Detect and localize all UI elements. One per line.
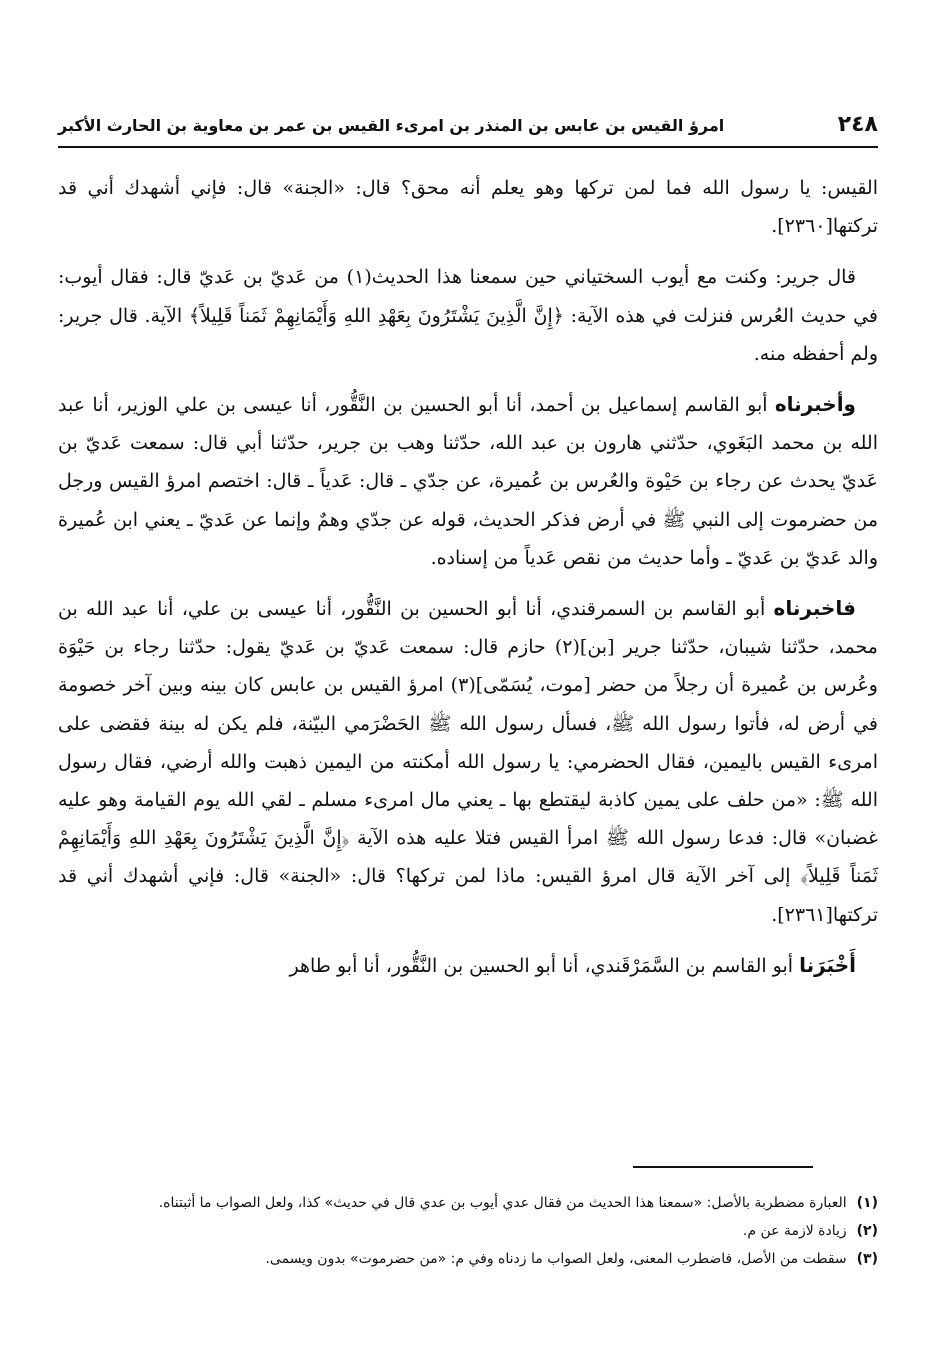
paragraph-lead: وأخبرناه [774,392,856,417]
paragraph-text: أبو القاسم إسماعيل بن أحمد، أنا أبو الحسين بن النَّقُّور، أنا عيسى بن علي الوزير، أنا عبد الله بن محمد البَغَوي، حدّثني هارون بن عبد الله، حدّثنا وهب بن جرير، حدّثنا أبي قال: سمعت عَديّ بن عَديّ يحدث عن رجاء بن حَيْوة والعُرس بن عُميرة، عن جدّي ـ قال: عَدياً ـ قال: اختصم امرؤ القيس ورجل من حضرموت إلى النبي ﷺ في أرض فذكر الحديث، قوله عن جدّي وهمٌ وإنما عن عَديّ ـ يعني ابن عُميرة والد عَديّ بن عَديّ ـ وأما حديث من نقص عَدياً من إسناده. [58,394,878,569]
page-header [58,106,878,148]
footnotes [58,1190,878,1274]
paragraph-lead: فاخبرناه [773,596,856,621]
paragraph-text: أبو القاسم بن السمرقندي، أنا أبو الحسين بن النَّقُّور، أنا عيسى بن علي، أنا عبد الله بن محمد، حدّثنا شيبان، حدّثنا جرير [بن](٢) حازم قال: سمعت عَديّ بن عَديّ يقول: حدّثنا رجاء بن حَيْوَة وعُرس بن عُميرة أن رجلاً من حضر [موت، يُسَمّى](٣) امرؤ القيس بن عابس كان بينه وبين آخر خصومة في أرض له، فأتوا رسول الله ﷺ، فسأل رسول الله ﷺ الحَضْرَمي البيّنة، فلم يكن له بينة فقضى على امرىء القيس باليمين، فقال الحضرمي: يا رسول الله أمكنته من اليمين ذهبت والله أرضي، فقال رسول الله ﷺ: «من حلف على يمين كاذبة ليقتطع بها ـ يعني مال امرىء مسلم ـ لقي الله يوم القيامة وهو عليه غضبان» قال: فدعا رسول الله ﷺ امرأ القيس فتلا عليه هذه الآية ﴿إِنَّ الَّذِينَ يَشْتَرُونَ بِعَهْدِ اللهِ وَأَيْمَانِهِمْ ثَمَناً قَلِيلاً﴾ إلى آخر الآية قال امرؤ القيس: ماذا لمن تركها؟ قال: «الجنة» قال: فإني أشهدك أني قد تركتها[٢٣٦١]. [58,598,878,926]
paragraph [58,385,878,577]
running-title: امرؤ القيس بن عابس بن المنذر بن امرىء القيس بن عمر بن معاوية بن الحارث الأكبر [58,116,725,135]
footnote-text: زيادة لازمة عن م. [742,1223,847,1239]
paragraph-lead: أَخْبَرَنا [799,952,856,977]
footnote [58,1190,878,1216]
paragraph-text: قال جرير: وكنت مع أيوب السختياني حين سمعنا هذا الحديث(١) من عَديّ بن عَديّ قال: فقال أيوب: في حديث العُرس فنزلت في هذه الآية: ﴿إِنَّ الَّذِينَ يَشْتَرُونَ بِعَهْدِ اللهِ وَأَيْمَانِهِمْ ثَمَناً قَلِيلاً﴾ الآية. قال جرير: ولم أحفظه منه. [58,266,878,365]
footnote-number: (٢) [856,1223,878,1239]
footnote [58,1218,878,1244]
footnote-text: سقطت من الأصل، فاضطرب المعنى، ولعل الصواب ما زدناه وفي م: «من حضرموت» بدون ويسمى. [265,1251,847,1267]
main-text [58,168,878,997]
page-number: ٢٤٨ [837,112,878,137]
footnote-number: (٣) [856,1251,878,1267]
footnote [58,1246,878,1272]
paragraph-text: أبو القاسم بن السَّمَرْقَندي، أنا أبو الحسين بن النَّقُّور، أنا أبو طاهر [289,954,800,977]
footnote-text: العبارة مضطربة بالأصل: «سمعنا هذا الحديث من فقال عدي أيوب بن عدي قال في حديث» كذا، ولعل الصواب ما أثبتناه. [158,1195,847,1211]
footnote-number: (١) [856,1195,878,1211]
paragraph [58,168,878,245]
paragraph [58,257,878,373]
footnote-divider [633,1166,813,1168]
paragraph [58,946,878,985]
paragraph-text: القيس: يا رسول الله فما لمن تركها وهو يعلم أنه محق؟ قال: «الجنة» قال: فإني أشهدك أني قد تركتها[٢٣٦٠]. [58,177,878,238]
paragraph [58,589,878,934]
